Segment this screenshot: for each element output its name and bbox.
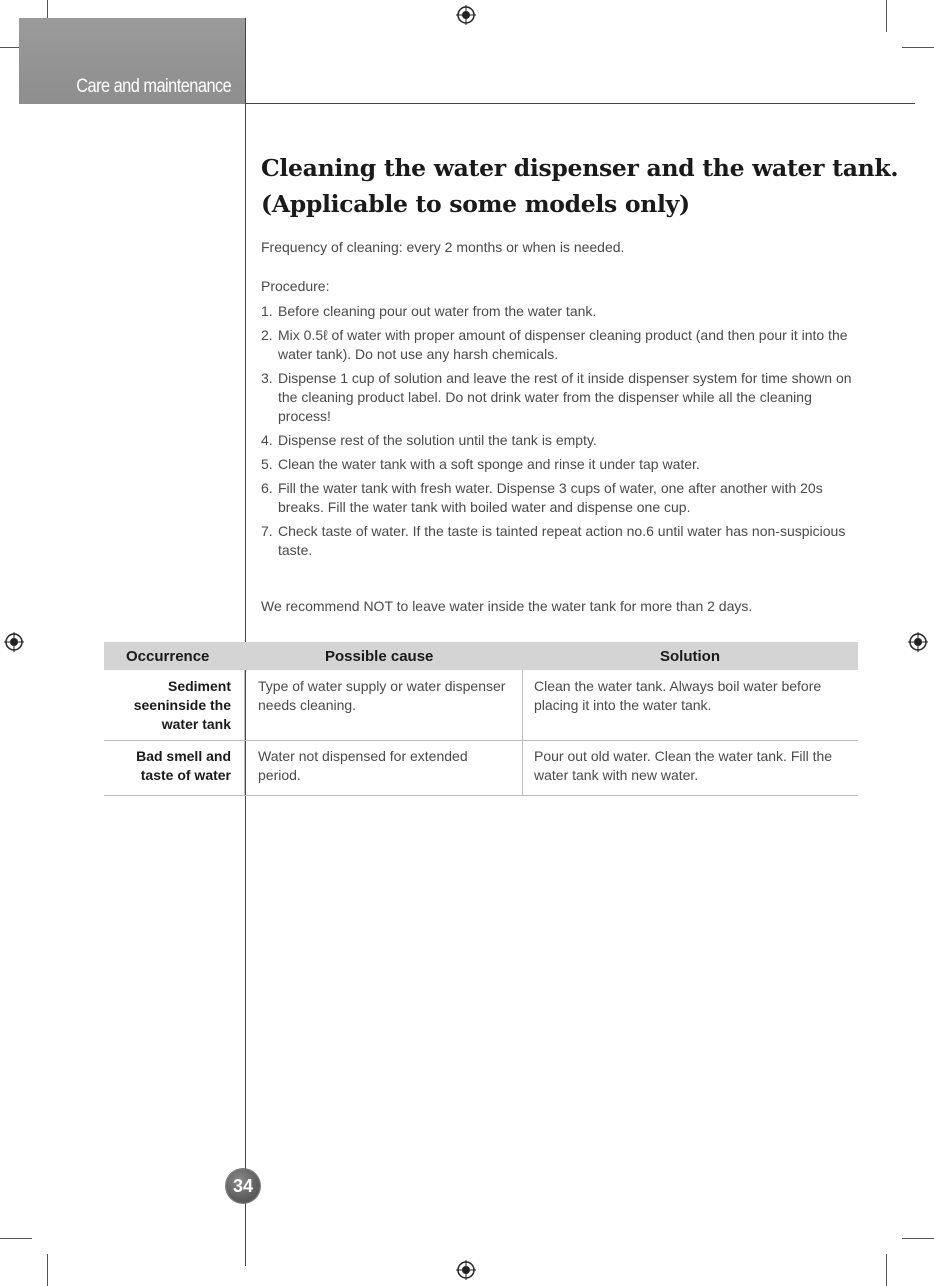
procedure-step [261,302,861,321]
column-divider [244,670,245,795]
column-header-cause: Possible cause [325,648,434,665]
registration-mark-icon [4,632,24,652]
recommendation-note: We recommend NOT to leave water inside the water tank for more than 2 days. [261,598,753,614]
procedure-steps [261,302,861,565]
procedure-step [261,479,861,517]
procedure-step [261,369,861,426]
procedure-step [261,455,861,474]
page-title-line: Cleaning the water dispenser and the water tank. [261,154,899,182]
procedure-label: Procedure: [261,278,330,294]
table-header [104,642,858,670]
registration-mark-icon [908,632,928,652]
table-row [104,741,858,796]
occurrence-line: seeninside the [133,697,231,713]
step-number: 3. [261,370,273,386]
header-divider [245,103,915,104]
step-text: Before cleaning pour out water from the water tank. [278,303,597,319]
step-text: Clean the water tank with a soft sponge and rinse it under tap water. [278,456,700,472]
column-divider [522,741,523,795]
registration-mark-icon [456,5,476,25]
registration-mark-icon [456,1260,476,1280]
step-number: 1. [261,303,273,319]
step-number: 7. [261,523,273,539]
step-number: 2. [261,327,273,343]
crop-mark [902,1238,934,1239]
occurrence-line: water tank [161,716,231,732]
step-text: Mix 0.5ℓ of water with proper amount of dispenser cleaning product (and then pour it into the water tank). Do not use any harsh chemicals. [278,327,848,362]
solution-cell: Clean the water tank. Always boil water before placing it into the water tank. [534,678,822,713]
step-number: 6. [261,480,273,496]
procedure-step [261,431,861,450]
column-divider [522,670,523,740]
occurrence-cell [104,677,231,734]
table-row [104,670,858,741]
crop-mark [47,1254,48,1286]
occurrence-line: taste of water [140,767,231,783]
step-number: 5. [261,456,273,472]
occurrence-line: Sediment [167,678,231,694]
crop-mark [902,47,934,48]
crop-mark [0,1238,32,1239]
cleaning-frequency: Frequency of cleaning: every 2 months or when is needed. [261,239,625,255]
section-tab [19,18,245,104]
column-header-occurrence: Occurrence [126,648,210,665]
step-text: Check taste of water. If the taste is tainted repeat action no.6 until water has non-suspicious taste. [278,523,846,558]
step-text: Fill the water tank with fresh water. Dispense 3 cups of water, one after another with 20s breaks. Fill the water tank with boiled water and dispense one cup. [278,480,823,515]
page-number-badge: 34 [226,1169,260,1203]
page-subtitle-line: (Applicable to some models only) [261,190,690,218]
procedure-step [261,522,861,560]
step-text: Dispense rest of the solution until the tank is empty. [278,432,597,448]
solution-cell: Pour out old water. Clean the water tank. Fill the water tank with new water. [534,748,833,783]
section-title: Care and maintenance [75,76,231,97]
procedure-step [261,326,861,364]
crop-mark [886,1254,887,1286]
column-header-solution: Solution [660,648,720,665]
step-text: Dispense 1 cup of solution and leave the rest of it inside dispenser system for time shown on the cleaning product label. Do not drink water from the dispenser while all the cleaning process! [278,370,852,424]
cause-cell: Type of water supply or water dispenser needs cleaning. [258,678,506,713]
occurrence-line: Bad smell and [136,748,231,764]
crop-mark [886,0,887,32]
step-number: 4. [261,432,273,448]
cause-cell: Water not dispensed for extended period. [258,748,468,783]
page-title [261,150,898,222]
occurrence-cell [104,747,231,785]
